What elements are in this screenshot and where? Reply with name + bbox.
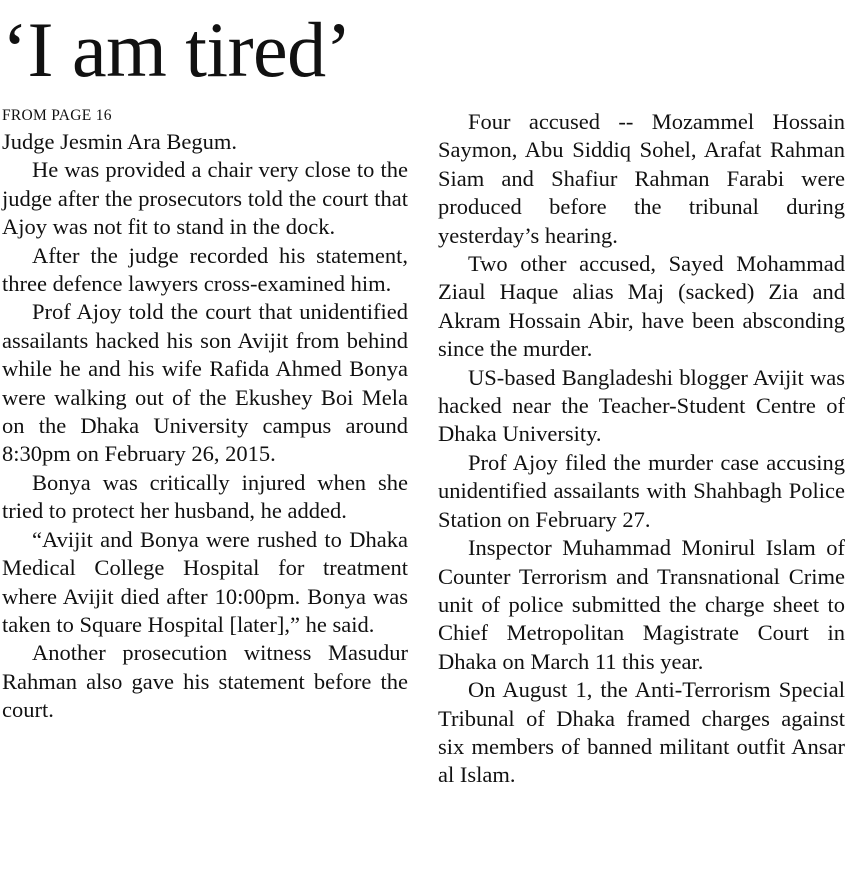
paragraph: Another prosecution witness Masudur Rahman also gave his statement before the court. [2,640,408,723]
paragraph: Bonya was critically injured when she tried to protect her husband, he added. [2,469,408,524]
paragraph: “Avijit and Bonya were rushed to Dhaka Medical College Hospital for treatment where Avijit died after 10:00pm. Bonya was taken to Square Hospital [later],” he said. [2,526,408,637]
paragraph: US-based Bangladeshi blogger Avijit was hacked near the Teacher-Student Centre of Dhaka University. [438,364,845,447]
paragraph: After the judge recorded his statement, three defence lawyers cross-examined him. [2,242,408,297]
paragraph: Inspector Muhammad Monirul Islam of Counter Terrorism and Transnational Crime unit of police submitted the charge sheet to Chief Metropolitan Magistrate Court in Dhaka on March 11 this year. [438,535,845,674]
paragraph: Prof Ajoy told the court that unidentified assailants hacked his son Avijit from behind while he and his wife Rafida Ahmed Bonya were walking out of the Ekushey Boi Mela on the Dhaka University campus around 8:30pm on February 26, 2015. [2,299,408,467]
jump-line: FROM PAGE 16 [2,107,112,124]
paragraph: Prof Ajoy filed the murder case accusing unidentified assailants with Shahbagh Police Station on February 27. [438,449,845,532]
paragraph: Judge Jesmin Ara Begum. [2,129,237,154]
article-column-left [2,106,408,725]
headline: ‘I am tired’ [2,6,352,93]
paragraph: He was provided a chair very close to the judge after the prosecutors told the court that Ajoy was not fit to stand in the dock. [2,157,408,240]
paragraph: Four accused -- Mozammel Hossain Saymon, Abu Siddiq Sohel, Arafat Rahman Siam and Shafiur Rahman Farabi were produced before the tribunal during yesterday’s hearing. [438,109,845,248]
paragraph: On August 1, the Anti-Terrorism Special Tribunal of Dhaka framed charges against six members of banned militant outfit Ansar al Islam. [438,677,845,788]
paragraph: Two other accused, Sayed Mohammad Ziaul Haque alias Maj (sacked) Zia and Akram Hossain Abir, have been absconding since the murder. [438,251,845,362]
article-column-right [438,108,845,790]
